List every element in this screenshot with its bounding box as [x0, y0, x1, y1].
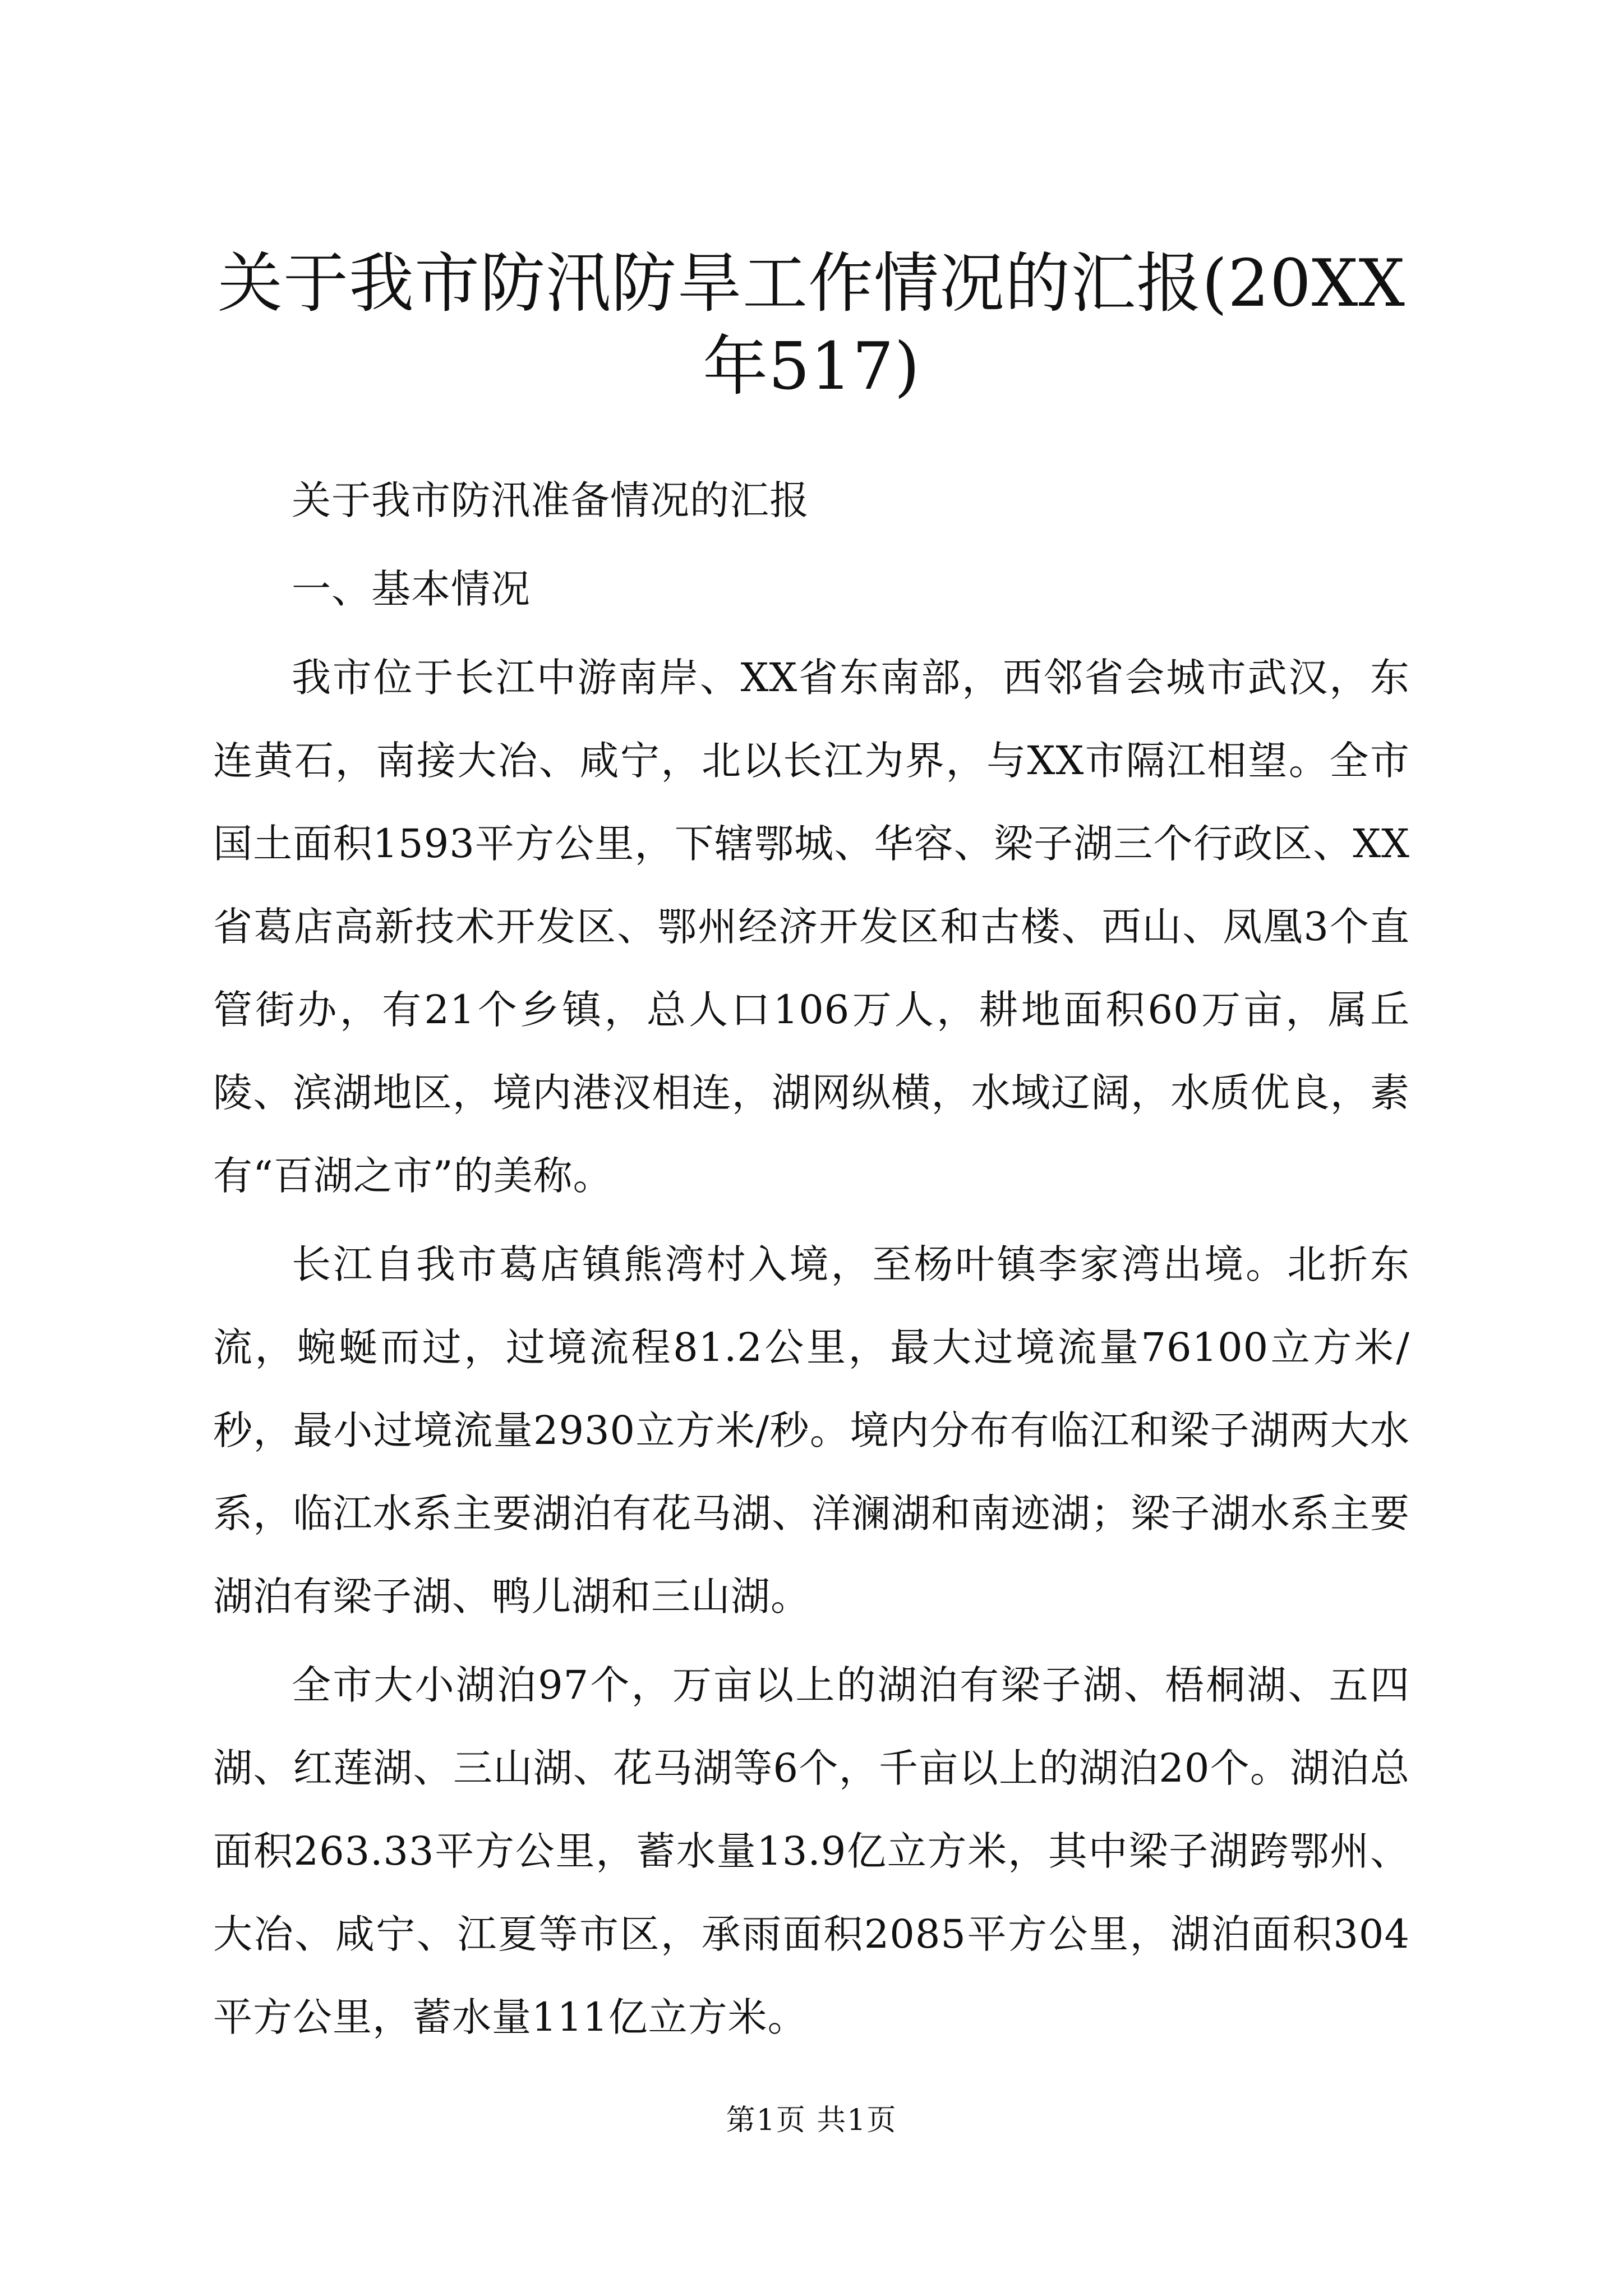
paragraph-lakes: 全市大小湖泊97个，万亩以上的湖泊有梁子湖、梧桐湖、五四湖、红莲湖、三山湖、花马湖等6个，千亩以上的湖泊20个。湖泊总面积263.33平方公里，蓄水量13.9亿立方米，其中梁子湖跨鄂州、大冶、咸宁、江夏等市区，承雨面积2085平方公里，湖泊面积304平方公里，蓄水量111亿立方米。 [213, 1662, 1410, 2040]
paragraph-subtitle: 关于我市防汛准备情况的汇报 [292, 477, 809, 523]
section-heading-basic-info: 一、基本情况 [292, 566, 531, 612]
paragraph-yangtze: 长江自我市葛店镇熊湾村入境，至杨叶镇李家湾出境。北折东流，蜿蜒而过，过境流程81.2公里，最大过境流量76100立方米/秒，最小过境流量2930立方米/秒。境内分布有临江和梁子湖两大水系，临江水系主要湖泊有花马湖、洋澜湖和南迹湖；梁子湖水系主要湖泊有梁子湖、鸭儿湖和三山湖。 [213, 1241, 1410, 1619]
page-footer: 第1页 共1页 [726, 2104, 897, 2137]
paragraph-location: 我市位于长江中游南岸、XX省东南部，西邻省会城市武汉，东连黄石，南接大冶、咸宁，北以长江为界，与XX市隔江相望。全市国土面积1593平方公里，下辖鄂城、华容、梁子湖三个行政区、XX省葛店高新技术开发区、鄂州经济开发区和古楼、西山、凤凰3个直管街办，有21个乡镇，总人口106万人，耕地面积60万亩，属丘陵、滨湖地区，境内港汊相连，湖网纵横，水域辽阔，水质优良，素有“百湖之市”的美称。 [213, 655, 1410, 1199]
document-title: 关于我市防汛防旱工作情况的汇报(20XX年517) [217, 246, 1406, 404]
document-body [213, 459, 1410, 2059]
